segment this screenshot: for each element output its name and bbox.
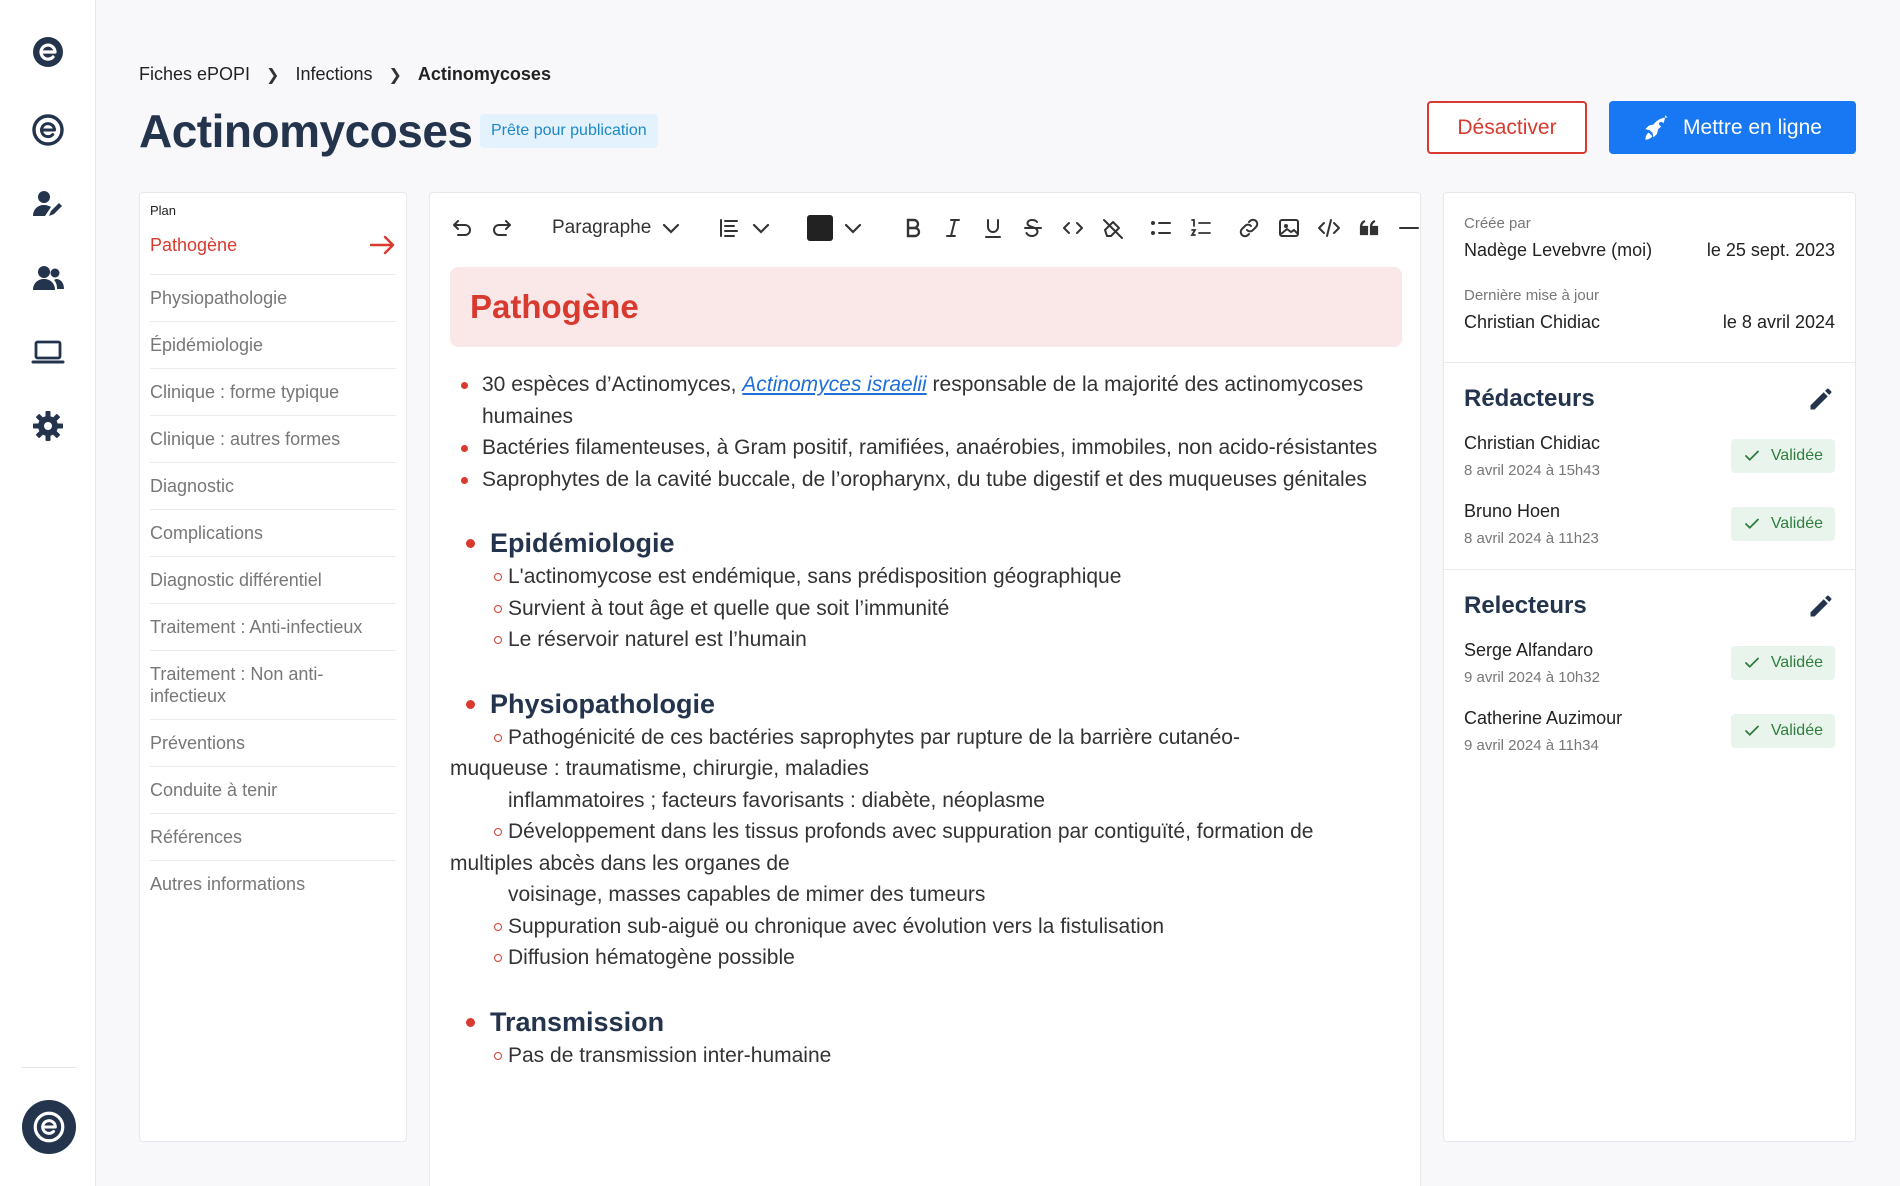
editor-toolbar xyxy=(444,207,1431,249)
plan-item[interactable] xyxy=(150,557,396,604)
text: Développement dans les tissus profonds avec suppuration par contiguïté, formation de xyxy=(450,816,1400,848)
person-name: Serge Alfandaro xyxy=(1464,640,1594,660)
horizontal-rule-icon[interactable] xyxy=(1391,211,1427,245)
relecteurs-title: Relecteurs xyxy=(1464,592,1587,619)
plan-item-label: Complications xyxy=(150,523,264,543)
relecteurs-section xyxy=(1444,570,1855,754)
section-heading[interactable]: Pathogène xyxy=(450,267,1402,347)
plan-item[interactable] xyxy=(150,322,396,369)
plan-title: Plan xyxy=(150,203,177,218)
breadcrumb-item[interactable]: Infections xyxy=(295,64,373,84)
bullet-list-icon[interactable] xyxy=(1143,211,1179,245)
list-item: Bactéries filamenteuses, à Gram positif, ramifiées, anaérobies, immobiles, non acido-résistantes xyxy=(450,432,1400,464)
quote-icon[interactable] xyxy=(1351,211,1387,245)
list-item: Suppuration sub-aiguë ou chronique avec évolution vers la fistulisation xyxy=(450,911,1400,943)
chevron-down-icon xyxy=(841,216,865,240)
status-label: Validée xyxy=(1770,654,1823,671)
info-panel xyxy=(1443,192,1856,1142)
chevron-down-icon xyxy=(659,216,683,240)
status-badge xyxy=(1731,507,1835,541)
list-item: Survient à tout âge et quelle que soit l’immunité xyxy=(450,593,1400,625)
status-label: Validée xyxy=(1770,447,1823,464)
edit-relecteurs-icon[interactable] xyxy=(1807,592,1835,620)
inline-code-icon[interactable] xyxy=(1055,211,1091,245)
created-by: Nadège Levebvre (moi) xyxy=(1464,240,1653,260)
underline-icon[interactable] xyxy=(975,211,1011,245)
list-item: Diffusion hématogène possible xyxy=(450,942,1400,974)
plan-item-label: Pathogène xyxy=(150,235,238,255)
status-label: Validée xyxy=(1770,722,1823,739)
page-title: Actinomycoses xyxy=(139,105,473,157)
plan-item[interactable] xyxy=(150,720,396,767)
plan-item[interactable] xyxy=(150,369,396,416)
plan-item-label: Traitement : Non anti-infectieux xyxy=(150,664,324,706)
plan-item[interactable] xyxy=(150,651,396,720)
text: multiples abcès dans les organes de xyxy=(450,851,790,875)
created-date: le 25 sept. 2023 xyxy=(1706,240,1835,260)
breadcrumb xyxy=(139,64,551,85)
plan-item-label: Clinique : autres formes xyxy=(150,429,341,449)
italic-icon[interactable] xyxy=(935,211,971,245)
person-row xyxy=(1464,501,1835,547)
paragraph-select-label: Paragraphe xyxy=(552,217,652,238)
editor-panel xyxy=(429,192,1421,1186)
breadcrumb-item[interactable]: Fiches ePOPI xyxy=(139,64,251,84)
updated-by: Christian Chidiac xyxy=(1464,312,1601,332)
status-badge xyxy=(1731,714,1835,748)
paragraph-select[interactable] xyxy=(546,211,689,245)
rocket-icon xyxy=(1643,114,1671,142)
plan-item-label: Conduite à tenir xyxy=(150,780,278,800)
chevron-down-icon xyxy=(749,216,773,240)
epopi-outline-icon[interactable] xyxy=(28,110,68,150)
plan-item-label: Préventions xyxy=(150,733,246,753)
clear-format-icon[interactable] xyxy=(1095,211,1131,245)
text-color-icon[interactable] xyxy=(801,211,871,245)
person-row xyxy=(1464,640,1835,686)
person-name: Bruno Hoen xyxy=(1464,501,1561,521)
plan-item[interactable] xyxy=(150,416,396,463)
laptop-icon[interactable] xyxy=(28,332,68,372)
text: responsable de la majorité des actinomycoses humaines xyxy=(482,373,1364,428)
redo-icon[interactable] xyxy=(484,211,520,245)
user-edit-icon[interactable] xyxy=(28,184,68,224)
bold-icon[interactable] xyxy=(895,211,931,245)
person-name: Catherine Auzimour xyxy=(1464,708,1623,728)
arrow-right-icon xyxy=(370,235,396,255)
publish-label: Mettre en ligne xyxy=(1683,115,1822,139)
plan-item[interactable] xyxy=(150,275,396,322)
plan-item[interactable] xyxy=(150,463,396,510)
person-row xyxy=(1464,708,1835,754)
person-date: 9 avril 2024 à 11h34 xyxy=(1464,737,1599,754)
plan-item[interactable] xyxy=(150,767,396,814)
status-badge xyxy=(1731,439,1835,473)
plan-item[interactable] xyxy=(150,814,396,861)
meta-info xyxy=(1444,193,1855,363)
chevron-right-icon: ❯ xyxy=(388,66,402,84)
check-icon xyxy=(1743,447,1761,465)
gear-icon[interactable] xyxy=(28,406,68,446)
person-date: 8 avril 2024 à 11h23 xyxy=(1464,530,1599,547)
list-item: L'actinomycose est endémique, sans prédisposition géographique xyxy=(450,561,1400,593)
redacteurs-header xyxy=(1464,385,1835,413)
person-name: Christian Chidiac xyxy=(1464,433,1601,453)
species-link[interactable]: Actinomyces israelii xyxy=(742,373,927,396)
person-row xyxy=(1464,433,1835,479)
line-height-icon[interactable] xyxy=(711,211,779,245)
updated-date: le 8 avril 2024 xyxy=(1722,312,1835,332)
created-label: Créée par xyxy=(1464,215,1531,232)
list-item: Saprophytes de la cavité buccale, de l’oropharynx, du tube digestif et des muqueuses génitales xyxy=(450,464,1400,496)
check-icon xyxy=(1743,722,1761,740)
check-icon xyxy=(1743,515,1761,533)
redacteurs-title: Rédacteurs xyxy=(1464,385,1595,412)
image-icon[interactable] xyxy=(1271,211,1307,245)
chevron-right-icon: ❯ xyxy=(266,66,280,84)
text: 30 espèces d’Actinomyces, xyxy=(482,373,743,396)
person-date: 8 avril 2024 à 15h43 xyxy=(1464,462,1600,479)
person-date: 9 avril 2024 à 10h32 xyxy=(1464,669,1600,686)
text: voisinage, masses capables de mimer des tumeurs xyxy=(508,883,986,906)
plan-item-label: Diagnostic xyxy=(150,476,235,496)
editor-content[interactable] xyxy=(450,369,1400,1071)
list-item xyxy=(450,722,1400,817)
list-item: Le réservoir naturel est l’humain xyxy=(450,624,1400,656)
epopi-logo-icon[interactable] xyxy=(22,1100,76,1154)
text: inflammatoires ; facteurs favorisants : diabète, néoplasme xyxy=(508,788,1045,812)
check-icon xyxy=(1743,654,1761,672)
plan-item[interactable] xyxy=(150,510,396,557)
numbered-list-icon[interactable] xyxy=(1183,211,1219,245)
undo-icon[interactable] xyxy=(444,211,480,245)
breadcrumb-current: Actinomycoses xyxy=(417,64,551,84)
code-block-icon[interactable] xyxy=(1311,211,1347,245)
status-label: Validée xyxy=(1770,515,1823,532)
text: muqueuse : traumatisme, chirurgie, maladies xyxy=(450,757,870,780)
link-icon[interactable] xyxy=(1231,211,1267,245)
plan-item-label: Épidémiologie xyxy=(150,335,264,355)
plan-item[interactable] xyxy=(150,861,396,907)
status-badge: Prête pour publication xyxy=(480,114,658,148)
section-title: Physiopathologie xyxy=(450,686,1400,722)
list-item xyxy=(450,369,1400,432)
section-title: Epidémiologie xyxy=(450,525,1400,561)
plan-item-label: Diagnostic différentiel xyxy=(150,570,322,590)
plan-item-label: Clinique : forme typique xyxy=(150,382,340,402)
plan-item[interactable] xyxy=(150,604,396,651)
strikethrough-icon[interactable] xyxy=(1015,211,1051,245)
left-navigation xyxy=(0,0,96,1186)
list-item: Pas de transmission inter-humaine xyxy=(450,1040,1400,1072)
redacteurs-section xyxy=(1444,363,1855,570)
section-title: Transmission xyxy=(450,1004,1400,1040)
users-icon[interactable] xyxy=(28,258,68,298)
publish-button[interactable] xyxy=(1609,101,1856,154)
created-row xyxy=(1464,240,1835,261)
updated-row xyxy=(1464,312,1835,333)
plan-item-label: Autres informations xyxy=(150,874,306,894)
list-item xyxy=(450,816,1400,911)
plan-item-pathogene[interactable] xyxy=(150,226,396,275)
text-color-swatch xyxy=(807,215,833,241)
text: Pathogénicité de ces bactéries saprophytes par rupture de la barrière cutanéo- xyxy=(450,722,1400,754)
relecteurs-header xyxy=(1464,592,1835,620)
status-badge xyxy=(1731,646,1835,680)
edit-redacteurs-icon[interactable] xyxy=(1807,385,1835,413)
updated-label: Dernière mise à jour xyxy=(1464,287,1600,304)
plan-item-label: Références xyxy=(150,827,243,847)
plan-item-label: Traitement : Anti-infectieux xyxy=(150,617,363,637)
epopi-icon[interactable] xyxy=(28,32,68,72)
deactivate-button[interactable]: Désactiver xyxy=(1427,101,1587,154)
plan-item-label: Physiopathologie xyxy=(150,288,288,308)
nav-divider xyxy=(22,1067,76,1068)
plan-panel xyxy=(139,192,407,1142)
